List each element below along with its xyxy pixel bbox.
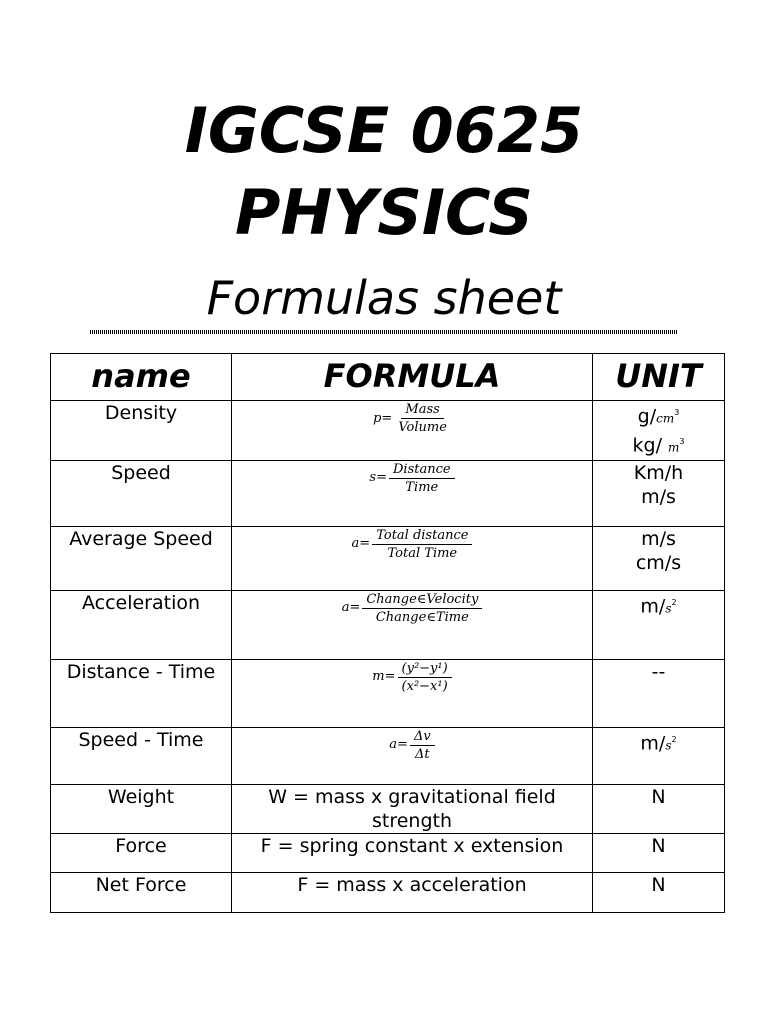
denominator: Change∈Time xyxy=(375,609,469,625)
unit-sup: 3 xyxy=(674,408,680,417)
row-formula xyxy=(232,401,593,461)
row-name: Density xyxy=(51,401,232,461)
denominator: Total Time xyxy=(387,545,458,561)
row-name: Average Speed xyxy=(51,526,232,590)
row-unit xyxy=(593,526,725,590)
unit-sup: 2 xyxy=(671,597,677,607)
unit-main: m/ xyxy=(640,594,666,617)
unit-small: s xyxy=(665,737,672,752)
denominator: Δt xyxy=(415,746,430,762)
title-line-1: IGCSE 0625 xyxy=(184,94,584,167)
unit-line: cm/s xyxy=(635,551,682,574)
formula-lhs: a= xyxy=(389,737,408,753)
table-row xyxy=(51,784,725,833)
title-line-2: PHYSICS xyxy=(235,176,533,249)
subtitle: Formulas sheet xyxy=(206,271,562,325)
divider xyxy=(90,330,678,334)
unit-small: s xyxy=(665,600,672,615)
unit-line: m/s xyxy=(641,527,676,550)
formula-math xyxy=(372,660,451,695)
row-name: Speed xyxy=(51,460,232,526)
numerator: Distance xyxy=(389,461,455,479)
numerator: Change∈Velocity xyxy=(362,591,482,609)
row-name: Weight xyxy=(51,784,232,833)
unit-line xyxy=(593,430,724,459)
table-row xyxy=(51,526,725,590)
numerator: Total distance xyxy=(372,527,472,545)
unit-small: m xyxy=(668,440,680,455)
row-name: Speed - Time xyxy=(51,727,232,784)
formula-math xyxy=(389,728,434,763)
row-name: Distance - Time xyxy=(51,659,232,727)
numerator: Δv xyxy=(410,728,435,746)
row-formula xyxy=(232,460,593,526)
row-name: Force xyxy=(51,833,232,872)
row-formula: W = mass x gravitational field strength xyxy=(232,784,593,833)
header-name: name xyxy=(51,354,232,401)
table-header-row xyxy=(51,354,725,401)
formula-lhs: s= xyxy=(369,470,387,486)
formula-lhs: a= xyxy=(351,536,371,552)
fraction xyxy=(389,461,455,496)
fraction xyxy=(410,728,435,763)
row-unit: N xyxy=(593,833,725,872)
formula-math xyxy=(369,461,454,496)
unit-sup: 3 xyxy=(679,437,685,447)
header-formula: FORMULA xyxy=(232,354,593,401)
unit-main: kg/ xyxy=(632,434,669,457)
formula-lhs: m= xyxy=(372,669,396,685)
numerator: Mass xyxy=(401,401,443,419)
row-formula: F = spring constant x extension xyxy=(232,833,593,872)
unit-line xyxy=(593,401,724,430)
formula-table xyxy=(50,353,725,913)
row-formula xyxy=(232,659,593,727)
unit-line xyxy=(593,591,724,620)
formula-math xyxy=(373,401,451,436)
row-name: Acceleration xyxy=(51,590,232,659)
unit-small: cm xyxy=(656,411,675,426)
unit-line: m/s xyxy=(641,485,676,508)
fraction xyxy=(362,591,482,626)
row-unit: N xyxy=(593,784,725,833)
row-unit xyxy=(593,659,725,727)
table-row xyxy=(51,659,725,727)
formula-math xyxy=(352,527,473,562)
row-unit: N xyxy=(593,872,725,912)
unit-line: -- xyxy=(651,660,666,683)
denominator: Volume xyxy=(398,420,447,435)
unit-line: Km/h xyxy=(633,461,684,484)
fraction xyxy=(372,527,472,562)
row-unit xyxy=(593,460,725,526)
header-unit: UNIT xyxy=(593,354,725,401)
table-row xyxy=(51,590,725,659)
row-formula xyxy=(232,526,593,590)
table-row xyxy=(51,872,725,912)
fraction xyxy=(398,660,452,695)
denominator: (x²−x¹) xyxy=(401,678,448,694)
row-unit xyxy=(593,590,725,659)
table-row xyxy=(51,401,725,461)
unit-main: m/ xyxy=(640,731,666,754)
row-formula xyxy=(232,727,593,784)
row-unit xyxy=(593,727,725,784)
table-row xyxy=(51,833,725,872)
unit-main: g/ xyxy=(637,405,657,428)
formula-lhs: p= xyxy=(373,410,393,426)
row-name: Net Force xyxy=(51,872,232,912)
table-row xyxy=(51,727,725,784)
formula-math xyxy=(342,591,483,626)
row-formula: F = mass x acceleration xyxy=(232,872,593,912)
numerator: (y²−y¹) xyxy=(398,660,452,678)
unit-line xyxy=(593,728,724,757)
row-formula xyxy=(232,590,593,659)
formula-lhs: a= xyxy=(341,600,361,616)
fraction xyxy=(394,401,451,436)
unit-sup: 2 xyxy=(671,734,677,744)
table-row xyxy=(51,460,725,526)
row-unit xyxy=(593,401,725,461)
denominator: Time xyxy=(405,479,439,495)
